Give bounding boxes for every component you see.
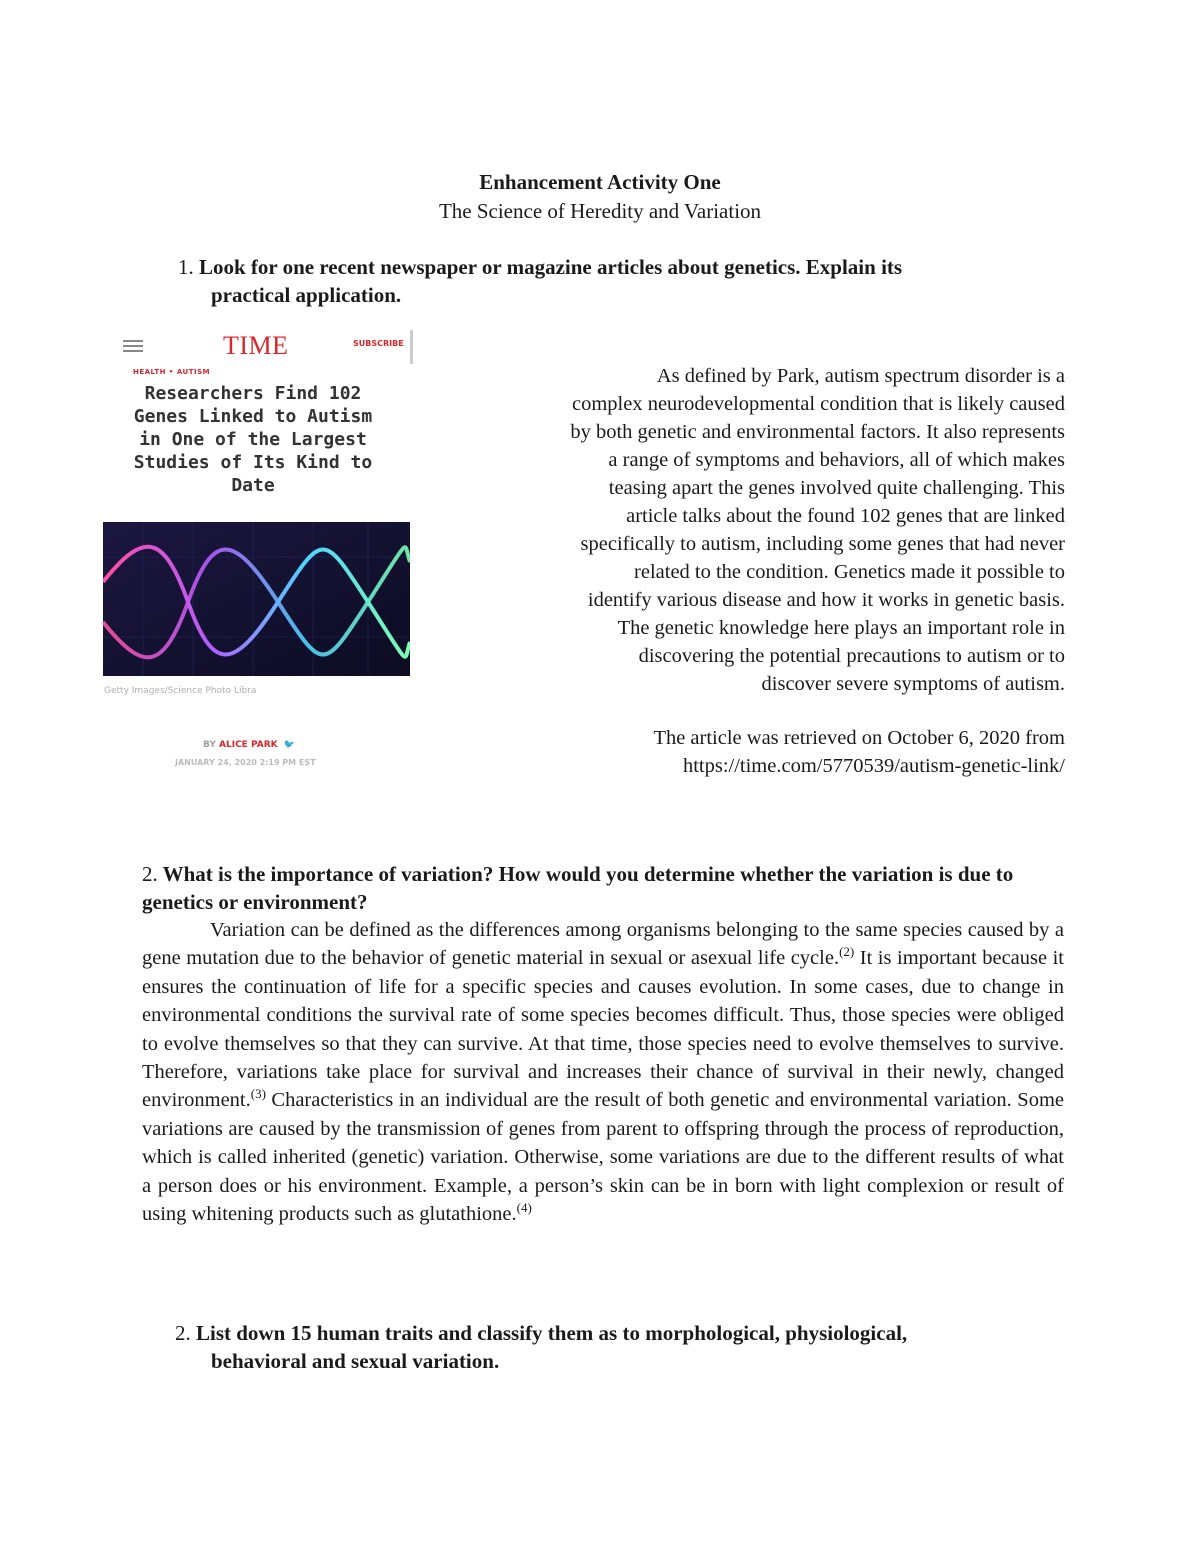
screenshot-edge [410, 330, 413, 364]
answer-1-line: by both genetic and environmental factors. It also represents [570, 421, 1065, 443]
answer-1 [470, 362, 1065, 780]
page-title: Enhancement Activity One [479, 170, 721, 194]
answer-1-line: a range of symptoms and behaviors, all of which makes [608, 449, 1065, 471]
answer-1-line: article talks about the found 102 genes that are linked [626, 505, 1065, 527]
answer-1-line: As defined by Park, autism spectrum disorder is a [656, 365, 1065, 387]
headline-line: Date [231, 475, 275, 496]
dna-helix-image [103, 522, 410, 676]
question-2 [142, 860, 1067, 916]
answer-1-line: teasing apart the genes involved quite challenging. This [608, 477, 1065, 499]
question-1-number: 1. [178, 255, 194, 279]
answer-1-line: specifically to autism, including some genes that had never [580, 533, 1065, 555]
answer-2 [142, 916, 1064, 1228]
question-2-number: 2. [142, 862, 158, 886]
answer-1-line: The genetic knowledge here plays an important role in [617, 617, 1065, 639]
author-name: ALICE PARK [219, 740, 278, 750]
question-3-line1: List down 15 human traits and classify them as to morphological, physiological, [196, 1321, 908, 1345]
reference-3: (3) [250, 1086, 266, 1102]
time-article-screenshot [103, 330, 413, 778]
answer-1-line: discover severe symptoms of autism. [761, 673, 1065, 695]
answer-2-part3: Characteristics in an individual are the result of both genetic and environmental variation. Some variations are caused by the transmission of genes from parent to offspring through the process of reproduction, which is called inherited (genetic) variation. Otherwise, some variations are due to the different results of what a person does or his environment. Example, a person’s skin can be in born with light complexion or result of using whitening products such as glutathione. [142, 1089, 1064, 1226]
article-headline [113, 382, 393, 497]
time-logo: TIME [223, 331, 289, 360]
question-3-number: 2. [175, 1321, 191, 1345]
headline-line: Studies of Its Kind to [133, 452, 373, 473]
question-1-line2: practical application. [211, 283, 402, 307]
photo-credit: Getty Images/Science Photo Libra [104, 686, 257, 696]
answer-1-line: identify various disease and how it works in genetic basis. [587, 589, 1065, 611]
page-subtitle: The Science of Heredity and Variation [438, 199, 762, 223]
section-label: HEALTH • AUTISM [133, 368, 211, 376]
hamburger-menu-icon [123, 340, 143, 355]
answer-1-line: complex neurodevelopmental condition that is likely caused [571, 393, 1065, 415]
reference-4: (4) [516, 1200, 532, 1216]
question-1-line1: Look for one recent newspaper or magazine articles about genetics. Explain its [199, 255, 903, 279]
question-3-line2: behavioral and sexual variation. [211, 1349, 500, 1373]
byline-by: BY [203, 740, 216, 750]
answer-2-part1: Variation can be defined as the differences among organisms belonging to the same species caused by a gene mutation due to the behavior of genetic material in sexual or asexual life cycle. [142, 919, 1064, 970]
headline-line: Genes Linked to Autism [133, 406, 373, 427]
twitter-bird-icon: 🐦 [283, 740, 295, 750]
source-line: The article was retrieved on October 6, 2020 from [653, 727, 1065, 749]
question-1 [178, 253, 1058, 309]
source-url[interactable]: https://time.com/5770539/autism-genetic-link/ [682, 755, 1065, 777]
question-3 [175, 1319, 1065, 1375]
answer-1-line: discovering the potential precautions to autism or to [638, 645, 1065, 667]
answer-2-part2: It is important because it ensures the continuation of life for a specific species and causes evolution. In some cases, due to change in environmental conditions the survival rate of some species becomes difficult. Thus, those species were obliged to evolve themselves so that they can survive. At that time, those species need to evolve themselves to survive. Therefore, variations take place for survival and increases their chance of survival in their newly, changed environment. [142, 947, 1064, 1112]
headline-line: in One of the Largest [139, 429, 367, 450]
article-byline [203, 740, 295, 750]
subscribe-link: SUBSCRIBE [353, 339, 404, 348]
reference-2: (2) [839, 944, 855, 960]
headline-line: Researchers Find 102 [144, 383, 362, 404]
answer-1-line: related to the condition. Genetics made it possible to [634, 561, 1065, 583]
article-date: JANUARY 24, 2020 2:19 PM EST [175, 758, 316, 767]
question-2-text: What is the importance of variation? How would you determine whether the variation is due to genetics or environment? [142, 862, 1014, 914]
